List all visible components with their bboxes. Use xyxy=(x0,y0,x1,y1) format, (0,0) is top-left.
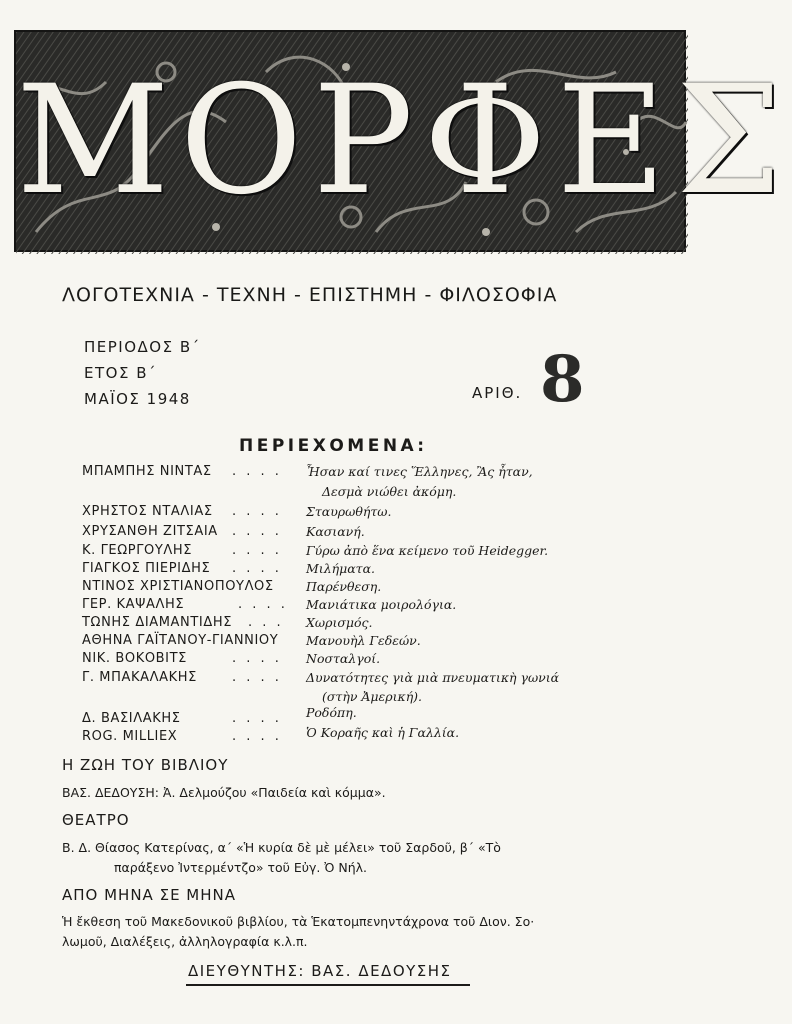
toc-author: ΝΤΙΝΟΣ ΧΡΙΣΤΙΑΝΟΠΟΥΛΟΣ xyxy=(82,579,274,594)
issue-number: 8 xyxy=(540,342,585,417)
toc-title: Κασιανή. xyxy=(306,524,365,539)
toc-title: Χωρισμός. xyxy=(306,615,373,630)
toc-title-continued: (στὴν Ἀμερική). xyxy=(322,689,423,704)
toc-dots: . . . . xyxy=(232,670,282,685)
toc-author: ΤΩΝΗΣ ΔΙΑΜΑΝΤΙΔΗΣ xyxy=(82,615,233,630)
toc-title: Γύρω ἀπὸ ἕνα κείμενο τοῦ Heidegger. xyxy=(306,543,549,558)
month-line-1: Ἡ ἔκθεση τοῦ Μακεδονικοῦ βιβλίου, τὰ Ἑκατομπενηντάχρονα τοῦ Διον. Σο· xyxy=(62,914,535,929)
director-underline xyxy=(186,984,470,986)
director-credit: ΔΙΕΥΘΥΝΤΗΣ: ΒΑΣ. ΔΕΔΟΥΣΗΣ xyxy=(188,962,452,980)
section-heading-month: ΑΠΟ ΜΗΝΑ ΣΕ ΜΗΝΑ xyxy=(62,886,237,904)
toc-author: ROG. MILLIEX xyxy=(82,729,178,744)
toc-title: Δυνατότητες γιὰ μιὰ πνευματικὴ γωνιά xyxy=(306,670,560,685)
toc-title: Μανουὴλ Γεδεών. xyxy=(306,633,421,648)
toc-dots: . . . . xyxy=(232,464,282,479)
book-life-line: ΒΑΣ. ΔΕΔΟΥΣΗ: Ἀ. Δελμούζου «Παιδεία καὶ κόμμα». xyxy=(62,785,386,800)
section-heading-theatre: ΘΕΑΤΡΟ xyxy=(62,811,130,829)
toc-title: Μανιάτικα μοιρολόγια. xyxy=(306,597,457,612)
toc-author: ΜΠΑΜΠΗΣ ΝΙΝΤΑΣ xyxy=(82,464,212,479)
toc-dots: . . . xyxy=(248,615,284,630)
toc-dots: . . . . xyxy=(232,561,282,576)
theatre-line-1: Β. Δ. Θίασος Κατερίνας, α΄ «Ἡ κυρία δὲ μὲ μέλει» τοῦ Σαρδοῦ, β΄ «Τὸ xyxy=(62,840,501,855)
toc-dots: . . . . xyxy=(232,711,282,726)
toc-title: Ἦσαν καί τινες Ἕλληνες, Ἂς ἦταν, xyxy=(306,464,533,479)
issue-date: ΜΑΪΟΣ 1948 xyxy=(84,390,191,408)
issue-period: ΠΕΡΙΟΔΟΣ Β΄ xyxy=(84,338,201,356)
month-line-2: λωμοῦ, Διαλέξεις, ἀλληλογραφία κ.λ.π. xyxy=(62,934,308,949)
masthead-banner xyxy=(14,30,792,252)
toc-dots: . . . . xyxy=(232,543,282,558)
toc-author: ΧΡΥΣΑΝΘΗ ΖΙΤΣΑΙΑ xyxy=(82,524,218,539)
toc-title-continued: Δεσμὰ νιώθει ἀκόμη. xyxy=(322,484,457,499)
toc-author: ΝΙΚ. ΒΟΚΟΒΙΤΣ xyxy=(82,651,187,666)
toc-author: ΓΕΡ. ΚΑΨΑΛΗΣ xyxy=(82,597,185,612)
toc-title: Ροδόπη. xyxy=(306,705,357,720)
toc-author: ΧΡΗΣΤΟΣ ΝΤΑΛΙΑΣ xyxy=(82,504,213,519)
toc-dots: . . . . xyxy=(232,651,282,666)
toc-author: Κ. ΓΕΩΡΓΟΥΛΗΣ xyxy=(82,543,193,558)
issue-year: ΕΤΟΣ Β΄ xyxy=(84,364,157,382)
toc-title: Μιλήματα. xyxy=(306,561,376,576)
toc-author: ΑΘΗΝΑ ΓΑΪΤΑΝΟΥ-ΓΙΑΝΝΙΟΥ xyxy=(82,633,279,648)
section-heading-book-life: Η ΖΩΗ ΤΟΥ ΒΙΒΛΙΟΥ xyxy=(62,756,229,774)
toc-title: Νοσταλγοί. xyxy=(306,651,381,666)
toc-author: Γ. ΜΠΑΚΑΛΑΚΗΣ xyxy=(82,670,197,685)
toc-title: Ὁ Κοραῆς καὶ ἡ Γαλλία. xyxy=(306,725,460,740)
magazine-subtitle: ΛΟΓΟΤΕΧΝΙΑ - ΤΕΧΝΗ - ΕΠΙΣΤΗΜΗ - ΦΙΛΟΣΟΦΙΑ xyxy=(62,284,558,306)
toc-author: Δ. ΒΑΣΙΛΑΚΗΣ xyxy=(82,711,181,726)
contents-title: ΠΕΡΙΕΧΟΜΕΝΑ: xyxy=(239,436,428,456)
toc-title: Σταυρωθήτω. xyxy=(306,504,392,519)
toc-author: ΓΙΑΓΚΟΣ ΠΙΕΡΙΔΗΣ xyxy=(82,561,211,576)
toc-dots: . . . . xyxy=(232,504,282,519)
toc-title: Παρένθεση. xyxy=(306,579,382,594)
toc-dots: . . . . xyxy=(232,729,282,744)
masthead-title: ΜΟΡΦΕΣ xyxy=(16,54,792,228)
issue-number-label: ΑΡΙΘ. xyxy=(472,384,523,402)
theatre-line-2: παράξενο Ἰντερμέντζο» τοῦ Εὐγ. Ὀ Νήλ. xyxy=(114,860,368,875)
toc-dots: . . . . xyxy=(238,597,288,612)
toc-dots: . . . . xyxy=(232,524,282,539)
